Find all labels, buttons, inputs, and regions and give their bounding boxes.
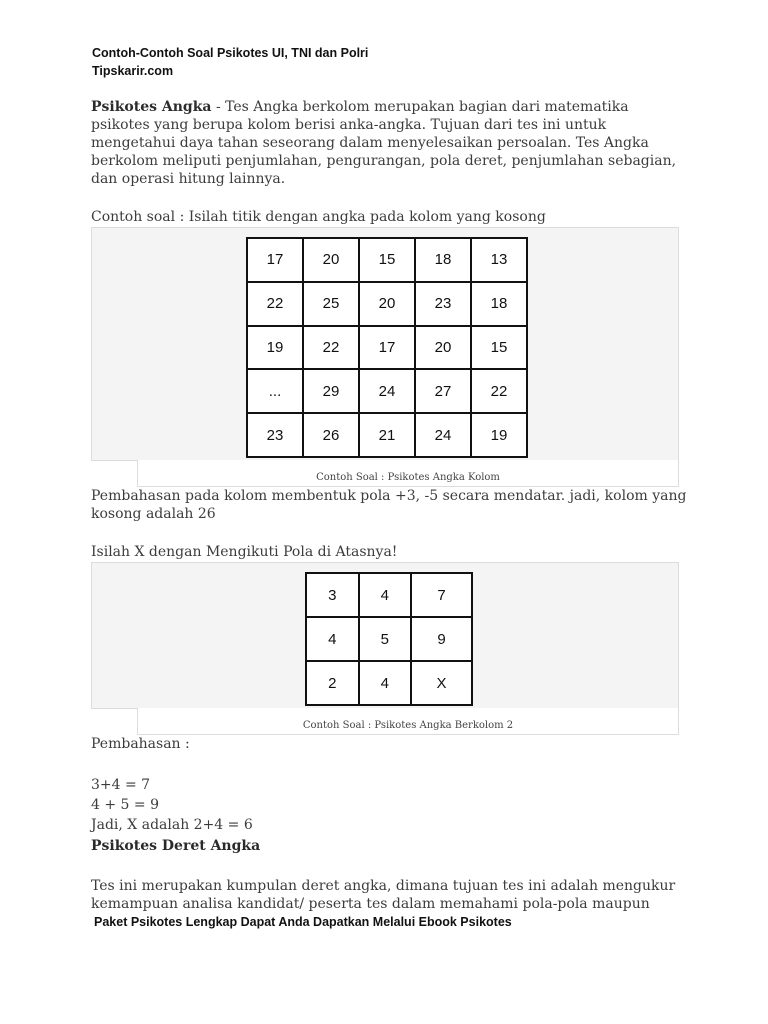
example1-grid-cell: 26: [303, 413, 359, 457]
example1-grid-cell: 20: [359, 282, 415, 326]
example2-grid-cell: X: [411, 661, 472, 705]
example2-grid-row: [306, 617, 472, 661]
example1-grid-cell: 17: [359, 326, 415, 370]
example1-grid-row: [247, 238, 527, 282]
example2-grid-cell: 5: [359, 617, 412, 661]
example2-grid-cell: 3: [306, 573, 359, 617]
example1-grid-cell: 20: [303, 238, 359, 282]
example2-grid-cell: 7: [411, 573, 472, 617]
site-name: Tipskarir.com: [92, 64, 174, 78]
example2-prompt: Isilah X dengan Mengikuti Pola di Atasnya!: [91, 544, 398, 560]
example1-caption-box: [137, 460, 679, 487]
discussion-step-3: Jadi, X adalah 2+4 = 6: [91, 817, 253, 833]
example1-grid-row: [247, 413, 527, 457]
document-title: Contoh-Contoh Soal Psikotes UI, TNI dan Polri: [92, 46, 369, 60]
intro-paragraph: [91, 98, 691, 188]
example1-grid: [246, 237, 528, 458]
example1-caption: Contoh Soal : Psikotes Angka Kolom: [316, 472, 500, 483]
example1-prompt: Contoh soal : Isilah titik dengan angka pada kolom yang kosong: [91, 209, 546, 225]
example1-grid-cell: 15: [471, 326, 527, 370]
example1-grid-cell: 24: [359, 369, 415, 413]
discussion-step-1: 3+4 = 7: [91, 777, 151, 793]
example1-grid-cell: 19: [247, 326, 303, 370]
example1-grid-cell: 22: [471, 369, 527, 413]
intro-text: - Tes Angka berkolom merupakan bagian dari matematika psikotes yang berupa kolom berisi anka-angka. Tujuan dari tes ini untuk mengetahui daya tahan seseorang dalam menyelesaikan persoalan. Tes Angka berkolom meliputi penjumlahan, pengurangan, pola deret, penjumlahan sebagian, dan operasi hitung lainnya.: [91, 99, 677, 187]
example1-grid-cell: 18: [471, 282, 527, 326]
discussion-label: Pembahasan :: [91, 736, 190, 752]
example1-grid-row: [247, 369, 527, 413]
example1-grid-cell: 20: [415, 326, 471, 370]
example1-grid-cell: 17: [247, 238, 303, 282]
example2-grid-row: [306, 661, 472, 705]
section2-paragraph: Tes ini merupakan kumpulan deret angka, dimana tujuan tes ini adalah mengukur kemampuan analisa kandidat/ peserta tes dalam memahami pola-pola maupun: [91, 878, 676, 912]
example1-grid-cell: 18: [415, 238, 471, 282]
section2-title: Psikotes Deret Angka: [91, 838, 261, 854]
example2-grid: [305, 572, 473, 706]
discussion-step-2: 4 + 5 = 9: [91, 797, 159, 813]
intro-lead: Psikotes Angka: [91, 99, 212, 115]
example1-grid-cell: 29: [303, 369, 359, 413]
example2-grid-cell: 9: [411, 617, 472, 661]
example1-grid-row: [247, 282, 527, 326]
example2-caption: Contoh Soal : Psikotes Angka Berkolom 2: [302, 720, 514, 731]
example1-grid-cell: 23: [247, 413, 303, 457]
example2-grid-cell: 4: [306, 617, 359, 661]
example2-grid-cell: 2: [306, 661, 359, 705]
example1-grid-cell: 24: [415, 413, 471, 457]
example2-grid-cell: 4: [359, 573, 412, 617]
example1-grid-row: [247, 326, 527, 370]
example2-grid-cell: 4: [359, 661, 412, 705]
example1-grid-cell: 27: [415, 369, 471, 413]
example1-grid-cell: 22: [303, 326, 359, 370]
footer-promo: Paket Psikotes Lengkap Dapat Anda Dapatkan Melalui Ebook Psikotes: [94, 915, 512, 929]
example1-grid-cell: 19: [471, 413, 527, 457]
example1-grid-cell: 15: [359, 238, 415, 282]
example1-explanation: Pembahasan pada kolom membentuk pola +3, -5 secara mendatar. jadi, kolom yang kosong adalah 26: [91, 488, 687, 522]
example2-figure: [91, 562, 679, 709]
example2-caption-box: [137, 708, 679, 735]
example1-grid-cell: ...: [247, 369, 303, 413]
example2-grid-row: [306, 573, 472, 617]
example1-grid-cell: 22: [247, 282, 303, 326]
example1-grid-cell: 13: [471, 238, 527, 282]
example1-figure: [91, 227, 679, 461]
example1-grid-cell: 23: [415, 282, 471, 326]
example1-grid-cell: 21: [359, 413, 415, 457]
example1-grid-cell: 25: [303, 282, 359, 326]
